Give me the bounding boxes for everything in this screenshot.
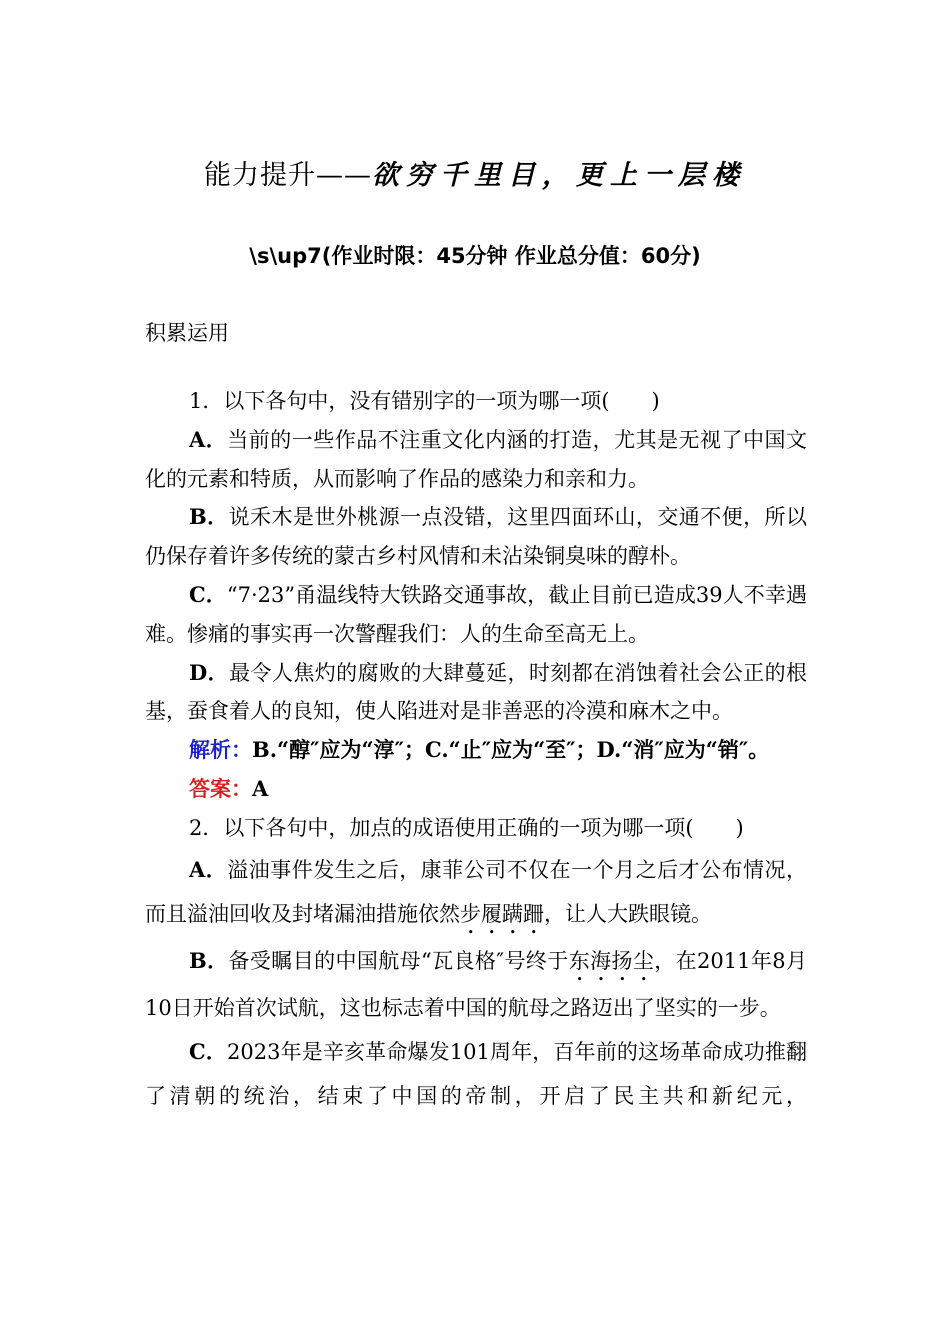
option-text: “7·23”甬温线特大铁路交通事故，截止目前已造成39人不幸遇难。惨痛的事实再一次警醒我们：人的生命至高无上。 (145, 582, 808, 646)
question-2-stem: 2．以下各句中，加点的成语使用正确的一项为哪一项( ) (189, 815, 744, 840)
question-2-option-b (145, 939, 807, 1030)
analysis-label: 解析： (189, 737, 252, 763)
option-label: B． (189, 504, 229, 530)
answer-text: A (252, 775, 269, 801)
option-label: B． (189, 947, 229, 973)
dotted-idiom: 步履蹒跚 (460, 901, 544, 926)
option-text-end: ，让人大跌眼镜。 (544, 901, 712, 926)
question-1-option-a (145, 421, 807, 499)
option-text: 最令人焦灼的腐败的大肆蔓延，时刻都在消蚀着社会公正的根基，蚕食着人的良知，使人陷进对是非善恶的冷漠和麻木之中。 (145, 660, 807, 724)
time-score-limits: \s\up7(作业时限：45分钟 作业总分值：60分) (249, 244, 701, 268)
option-text: 溢油事件发生之后，康菲公司不仅在一个月之后才公布情况，而且溢油回收及封堵漏油措施依然 (145, 857, 808, 926)
title-subtitle: 欲穷千里目，更上一层楼 (372, 160, 746, 191)
option-label: C． (189, 1038, 228, 1064)
option-label: A． (189, 426, 228, 452)
question-1-option-b (145, 498, 807, 576)
question-1-analysis (145, 731, 807, 770)
question-2-option-a (145, 848, 807, 939)
title-main: 能力提升—— (204, 160, 372, 191)
section-title: 积累运用 (145, 321, 229, 345)
question-1-answer (145, 770, 807, 809)
answer-label: 答案： (189, 775, 252, 801)
page-title (0, 153, 950, 192)
question-content (145, 382, 807, 1118)
option-text: 当前的一些作品不注重文化内涵的打造，尤其是无视了中国文化的元素和特质，从而影响了作品的感染力和亲和力。 (145, 427, 808, 491)
question-2-option-c (145, 1030, 807, 1118)
option-text: 2023年是辛亥革命爆发101周年，百年前的这场革命成功推翻了清朝的统治，结束了中国的帝制，开启了民主共和新纪元， (145, 1039, 808, 1108)
option-label: A． (189, 856, 228, 882)
option-label: C． (189, 581, 227, 607)
option-text: 备受瞩目的中国航母“瓦良格″号终于 (228, 948, 569, 973)
dotted-idiom: 东海扬尘 (568, 948, 655, 973)
question-1-stem: 1．以下各句中，没有错别字的一项为哪一项( ) (189, 389, 660, 413)
option-text: 说禾木是世外桃源一点没错，这里四面环山，交通不便，所以仍保存着许多传统的蒙古乡村风情和未沾染铜臭味的醇朴。 (145, 505, 807, 569)
question-1-option-d (145, 654, 807, 732)
question-1-option-c (145, 576, 807, 654)
option-label: D． (189, 659, 230, 685)
option-text-end: ，在2011年8月10日开始首次试航，这也标志着中国的航母之路迈出了坚实的一步。 (145, 948, 808, 1020)
analysis-text: B.“醇″应为“淳″；C.“止″应为“至″；D.“消″应为“销″。 (252, 737, 770, 763)
